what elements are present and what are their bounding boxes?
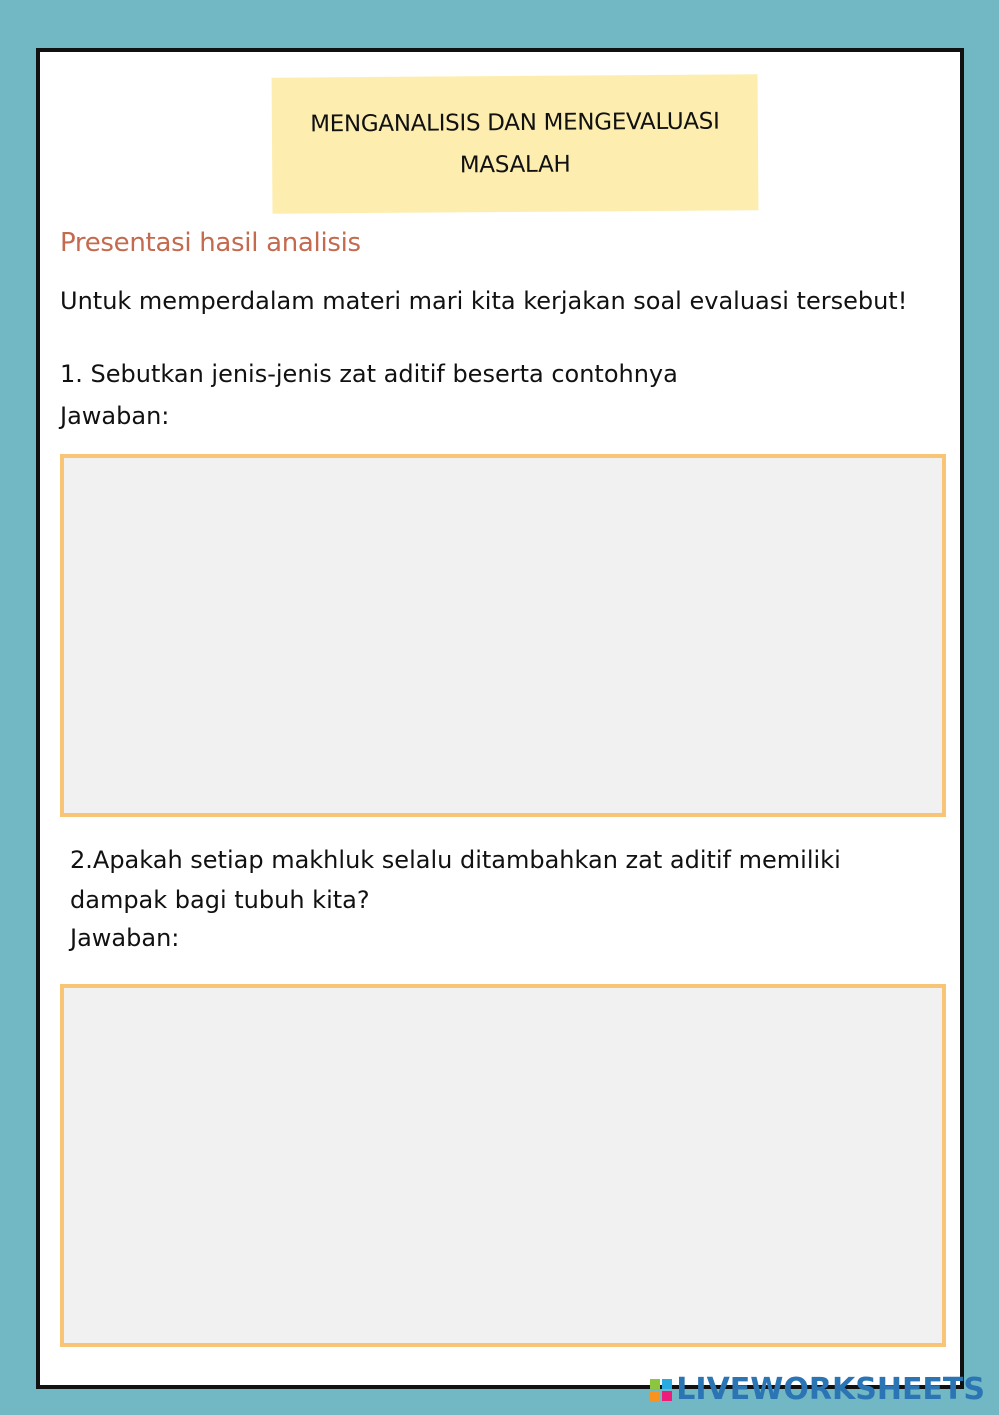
title-line-1: MENGANALISIS DAN MENGEVALUASI: [310, 108, 720, 138]
question-2: 2.Apakah setiap makhluk selalu ditambahkan zat aditif memiliki dampak bagi tubuh kita?: [70, 846, 841, 914]
title-line-2: MASALAH: [459, 151, 571, 179]
answer-label-2: Jawaban:: [70, 924, 180, 952]
worksheet-page: [36, 48, 964, 1389]
liveworksheets-logo-icon: [650, 1379, 672, 1401]
answer-box-1[interactable]: [60, 454, 946, 817]
answer-label-1: Jawaban:: [60, 402, 170, 430]
section-title: Presentasi hasil analisis: [60, 228, 361, 258]
intro-text: Untuk memperdalam materi mari kita kerjakan soal evaluasi tersebut!: [60, 287, 908, 315]
answer-box-2[interactable]: [60, 984, 946, 1347]
watermark-text: LIVEWORKSHEETS: [676, 1372, 985, 1407]
liveworksheets-watermark[interactable]: [650, 1372, 985, 1407]
title-banner: [272, 74, 759, 213]
question-1: 1. Sebutkan jenis-jenis zat aditif beserta contohnya: [60, 360, 678, 388]
